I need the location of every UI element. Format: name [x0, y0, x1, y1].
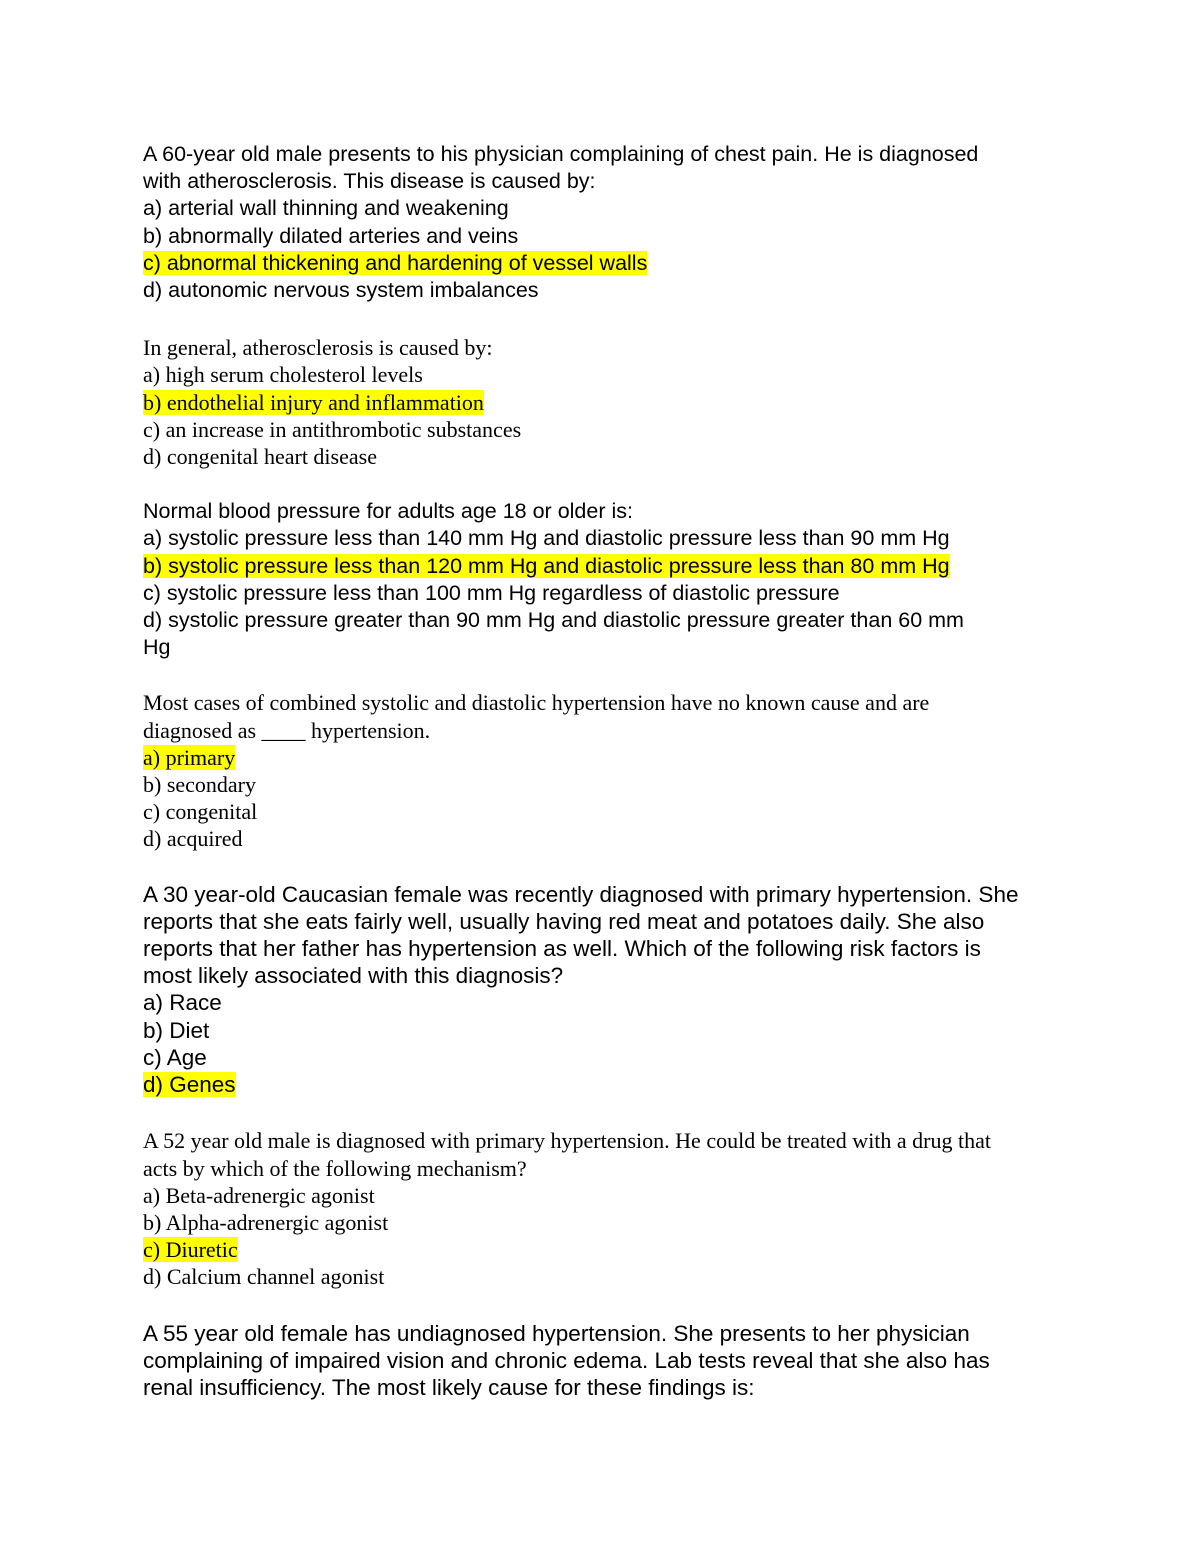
- question-stem-line: diagnosed as ____ hypertension.: [143, 717, 431, 743]
- highlight-mark: c) abnormal thickening and hardening of vessel walls: [143, 250, 648, 275]
- question-stem-line: reports that she eats fairly well, usually having red meat and potatoes daily. She also: [143, 908, 985, 934]
- answer-option: c) systolic pressure less than 100 mm Hg regardless of diastolic pressure: [143, 580, 840, 605]
- answer-option: d) Calcium channel agonist: [143, 1264, 385, 1290]
- answer-option-highlighted: [143, 250, 1073, 277]
- question-stem-line: most likely associated with this diagnosis?: [143, 963, 564, 989]
- answer-option-highlighted: [143, 744, 1073, 771]
- highlight-mark: c) Diuretic: [143, 1237, 238, 1263]
- question-stem-line: In general, atherosclerosis is caused by:: [143, 335, 493, 361]
- answer-option: a) Beta-adrenergic agonist: [143, 1182, 375, 1208]
- highlight-mark: b) endothelial injury and inflammation: [143, 389, 484, 415]
- answer-option: c) Age: [143, 1044, 207, 1070]
- answer-option: a) high serum cholesterol levels: [143, 362, 423, 388]
- answer-option: d) congenital heart disease: [143, 444, 377, 470]
- question-6: [143, 1127, 1073, 1290]
- question-7: [143, 1320, 1073, 1402]
- answer-option: c) congenital: [143, 799, 258, 825]
- question-stem-line: A 60-year old male presents to his physician complaining of chest pain. He is diagnosed: [143, 142, 979, 166]
- answer-option: a) systolic pressure less than 140 mm Hg and diastolic pressure less than 90 mm Hg: [143, 526, 950, 551]
- question-stem-line: reports that her father has hypertension as well. Which of the following risk factors is: [143, 936, 981, 962]
- answer-option-highlighted: [143, 1071, 1073, 1098]
- answer-option: b) Diet: [143, 1017, 210, 1043]
- answer-option-highlighted: [143, 553, 1073, 580]
- document-page: [143, 141, 1073, 1428]
- answer-option-highlighted: [143, 389, 1073, 416]
- question-stem-line: complaining of impaired vision and chronic edema. Lab tests reveal that she also has: [143, 1347, 990, 1373]
- question-stem-line: acts by which of the following mechanism?: [143, 1155, 527, 1181]
- highlight-mark: d) Genes: [143, 1072, 236, 1098]
- highlight-mark: a) primary: [143, 744, 236, 770]
- question-5: [143, 881, 1073, 1099]
- question-stem-line: Most cases of combined systolic and diastolic hypertension have no known cause and are: [143, 690, 930, 716]
- answer-option-highlighted: [143, 1236, 1073, 1263]
- question-stem-line: renal insufficiency. The most likely cause for these findings is:: [143, 1374, 755, 1400]
- answer-option-continuation: Hg: [143, 635, 171, 660]
- highlight-mark: b) systolic pressure less than 120 mm Hg and diastolic pressure less than 80 mm Hg: [143, 553, 950, 578]
- answer-option: c) an increase in antithrombotic substances: [143, 416, 522, 442]
- answer-option: a) Race: [143, 990, 222, 1016]
- answer-option: a) arterial wall thinning and weakening: [143, 196, 509, 221]
- answer-option: b) abnormally dilated arteries and veins: [143, 223, 519, 248]
- question-4: [143, 689, 1073, 852]
- answer-option: b) Alpha-adrenergic agonist: [143, 1209, 389, 1235]
- answer-option: d) autonomic nervous system imbalances: [143, 278, 539, 303]
- question-stem-line: A 52 year old male is diagnosed with primary hypertension. He could be treated with a drug that: [143, 1128, 991, 1154]
- answer-option: b) secondary: [143, 772, 257, 798]
- question-stem-line: A 30 year-old Caucasian female was recently diagnosed with primary hypertension. She: [143, 881, 1019, 907]
- question-stem-line: A 55 year old female has undiagnosed hypertension. She presents to her physician: [143, 1320, 970, 1346]
- question-2: [143, 334, 1073, 470]
- question-stem-line: with atherosclerosis. This disease is caused by:: [143, 169, 596, 194]
- question-3: [143, 498, 1073, 661]
- question-1: [143, 141, 1073, 304]
- answer-option: d) systolic pressure greater than 90 mm Hg and diastolic pressure greater than 60 mm: [143, 608, 964, 633]
- answer-option: d) acquired: [143, 826, 243, 852]
- question-stem-line: Normal blood pressure for adults age 18 or older is:: [143, 499, 633, 524]
